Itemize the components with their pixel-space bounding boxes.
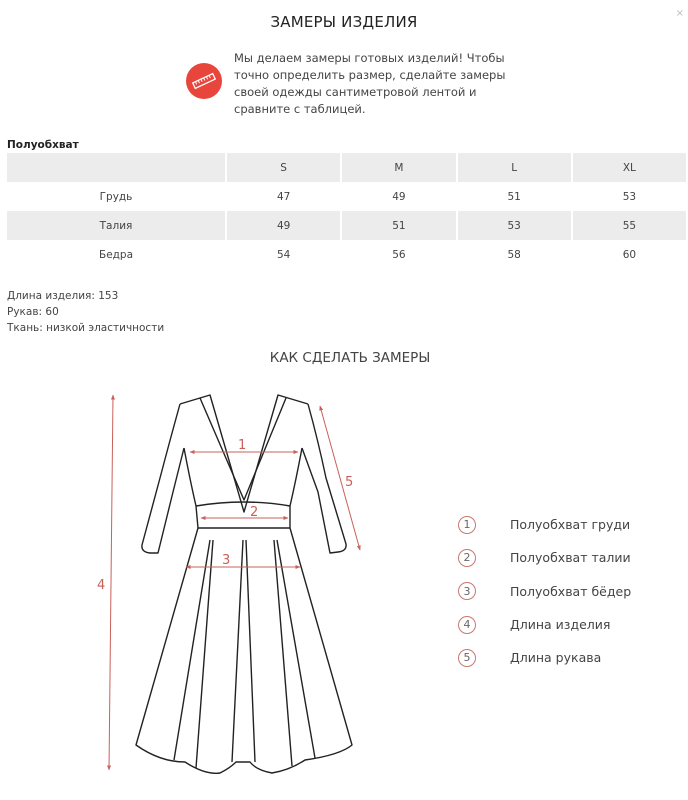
number-1-icon: 1 [458,516,476,534]
number-5-icon: 5 [458,649,476,667]
measurement-legend [458,508,631,674]
legend-item [458,641,631,674]
number-3-icon: 3 [458,582,476,600]
legend-item [458,508,631,541]
column-header-s: S [226,153,341,182]
table-caption: Полуобхват [7,139,79,151]
table-cell: 49 [341,182,456,211]
number-2-icon: 2 [458,549,476,567]
table-cell: 49 [226,211,341,240]
legend-label: Длина рукава [510,650,602,666]
table-row [7,211,687,240]
table-cell: 47 [226,182,341,211]
column-header-m: M [341,153,456,182]
number-4-icon: 4 [458,616,476,634]
legend-item [458,541,631,574]
marker-5: 5 [345,475,354,490]
table-cell: 51 [341,211,456,240]
column-header [7,153,226,182]
marker-4: 4 [97,578,106,593]
legend-item [458,608,631,641]
table-cell: 55 [572,211,687,240]
dress-diagram [0,370,440,800]
marker-2: 2 [250,505,259,520]
how-to-measure-title: КАК СДЕЛАТЬ ЗАМЕРЫ [269,350,431,366]
measuring-tape-icon [186,63,222,99]
table-cell: 51 [457,182,572,211]
product-length: Длина изделия: 153 [7,290,119,302]
table-cell: 54 [226,240,341,269]
page-title: ЗАМЕРЫ ИЗДЕЛИЯ [270,13,418,31]
table-cell: 58 [457,240,572,269]
table-cell: 53 [572,182,687,211]
sleeve-length: Рукав: 60 [7,306,59,318]
marker-1: 1 [238,438,247,453]
column-header-xl: XL [572,153,687,182]
legend-label: Полуобхват бёдер [510,583,632,599]
marker-3: 3 [222,553,231,568]
legend-label: Полуобхват талии [510,550,631,566]
fabric-info: Ткань: низкой эластичности [7,322,165,334]
table-row [7,182,687,211]
table-cell: 60 [572,240,687,269]
table-header-row [7,153,687,182]
table-cell: 53 [457,211,572,240]
row-label: Бедра [7,240,226,269]
intro-text: Мы делаем замеры готовых изделий! Чтобы точно определить размер, сделайте замеры своей одежды сантиметровой лентой и сравните с таблицей. [234,51,506,116]
row-label: Грудь [7,182,226,211]
table-cell: 56 [341,240,456,269]
arrow-4 [109,395,113,770]
row-label: Талия [7,211,226,240]
legend-label: Длина изделия [510,617,611,633]
table-row [7,240,687,269]
close-button[interactable]: × [675,8,684,19]
column-header-l: L [457,153,572,182]
size-table [7,153,688,269]
legend-item [458,575,631,608]
product-details [7,288,164,336]
legend-label: Полуобхват груди [510,517,631,533]
